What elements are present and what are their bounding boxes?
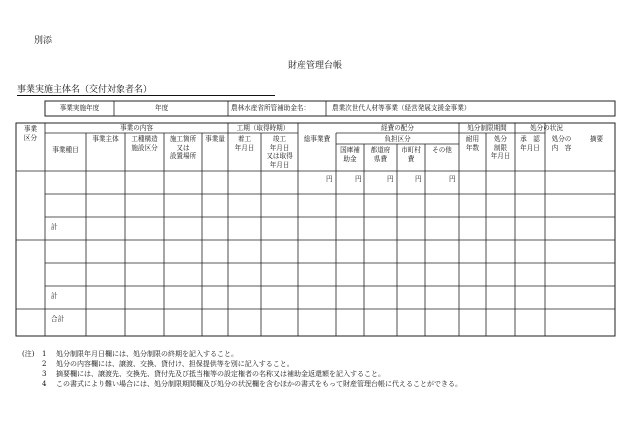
subsidy-name-label: 農林水産省所管補助金名： [231,104,311,112]
header-prefecture: 都道府 県費 [370,146,391,163]
subtotal-label-2: 計 [51,292,58,300]
unit-national: 円 [355,175,362,183]
note-number: 2 [42,360,47,368]
note-item [22,349,462,359]
header-restriction-date: 処分 制限 年月日 [490,135,511,161]
header-cost-allocation: 経費の配分 [381,124,414,132]
note-text: この書式により難い場合には、処分制限期間欄及び処分の状況欄を含むほかの書式をもって財産管理台帳に代えることができる。 [56,380,462,388]
note-item [22,369,462,379]
header-remarks: 摘要 [589,135,604,143]
note-number: 3 [42,370,47,378]
header-useful-life: 耐用 年数 [465,135,480,152]
note-text: 摘要欄には、譲渡先、交換先、貸付先及び抵当権等の設定権者の名称又は補助金返還額を記入すること。 [56,370,385,378]
header-municipal: 市町村 費 [401,146,421,163]
header-burden: 負担区分 [384,135,411,143]
header-category: 事業 区分 [23,125,38,142]
note-number: 1 [42,350,47,358]
note-item [22,359,462,369]
header-disposal-content: 処分の 内 容 [551,135,572,152]
main-table-box [16,123,615,336]
header-total-cost: 総事業費 [303,135,331,143]
header-period: 工期（取得時期） [236,124,290,132]
document-title: 財産管理台帳 [287,61,342,71]
fiscal-year-value: 年度 [155,104,169,112]
subsidy-name-value: 農業次世代人材等事業（経営発展支援金事業） [332,104,471,112]
info-row-box [45,101,615,116]
header-restriction-period: 処分制限期間 [467,124,507,132]
header-content: 事業の内容 [120,124,153,132]
org-name-label: 事業実施主体名（交付対象者名） [17,85,153,95]
header-location: 施工箇所 又は 設置場所 [169,135,197,161]
header-other: その他 [432,146,452,154]
unit-total-cost: 円 [326,175,333,183]
note-text: 処分の内容欄には、譲渡、交換、貸付け、担保提供等を別に記入すること。 [56,360,294,368]
header-disposal-status: 処分の状況 [530,124,563,132]
unit-prefecture: 円 [387,175,394,183]
grand-total-label: 合計 [51,315,65,323]
subtotal-label-1: 計 [51,223,58,231]
annex-label: 別添 [34,36,53,46]
fiscal-year-label: 事業実施年度 [59,104,100,112]
unit-other: 円 [449,175,456,183]
header-quantity: 事業量 [205,135,225,143]
header-item: 事業種目 [52,146,79,154]
note-item [22,379,462,389]
header-entity: 事業主体 [92,135,119,143]
header-facility-type: 工種構造 施設区分 [131,135,158,152]
header-completion: 竣工 年月日 又は取得 年月日 [266,135,293,169]
header-approval-date: 承 認 年月日 [520,135,540,152]
header-start: 着工 年月日 [234,135,255,152]
note-number: 4 [42,380,47,388]
notes-prefix: (注) [22,350,35,358]
unit-municipal: 円 [415,175,422,183]
notes-section [22,349,462,389]
note-text: 処分制限年月日欄には、処分制限の終期を記入すること。 [56,350,238,358]
header-national: 国庫補 助金 [340,146,360,163]
